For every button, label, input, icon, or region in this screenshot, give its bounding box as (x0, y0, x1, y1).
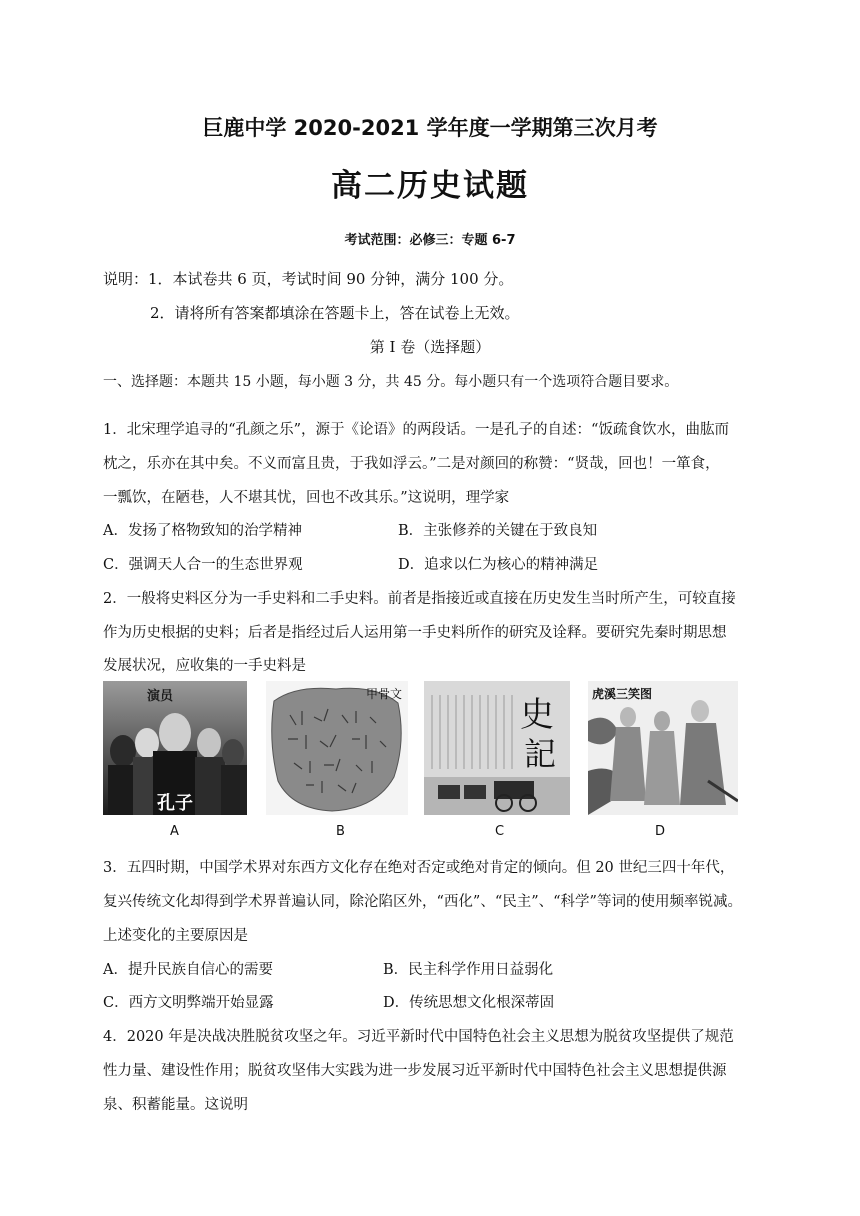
painting-caption: 虎溪三笑图 (592, 687, 653, 701)
image-option-d-painting (588, 681, 738, 815)
section-title: 第 I 卷（选择题） (369, 338, 491, 356)
q2-line-2: 作为历史根据的史料；后者是指经过后人运用第一手史料所作的研究及诠释。要研究先秦时期思想 (103, 625, 727, 641)
poster-top-text: 演员 (147, 689, 174, 704)
image-option-a-movie-poster (103, 681, 247, 815)
section-instruction: 一、选择题：本题共 15 小题，每小题 3 分，共 45 分。每小题只有一个选项符合题目要求。 (103, 374, 679, 390)
q1-line-1: 1．北宋理学追寻的“孔颜之乐”，源于《论语》的两段话。一是孔子的自述：“饭疏食饮水，曲肱而 (103, 422, 729, 438)
exam-school-title: 巨鹿中学 2020-2021 学年度一学期第三次月考 (202, 116, 658, 140)
q3-option-a: A．提升民族自信心的需要 (103, 962, 273, 978)
poster-title-text: 孔子 (157, 793, 193, 814)
q4-line-2: 性力量、建设性作用；脱贫攻坚伟大实践为进一步发展习近平新时代中国特色社会主义思想提供源 (103, 1063, 727, 1079)
q1-option-c: C．强调天人合一的生态世界观 (103, 557, 303, 573)
note-line-2: 2．请将所有答案都填涂在答题卡上，答在试卷上无效。 (150, 304, 520, 322)
q3-line-3: 上述变化的主要原因是 (103, 928, 248, 944)
q3-option-c: C．西方文明弊端开始显露 (103, 995, 274, 1011)
q1-option-d: D．追求以仁为核心的精神满足 (398, 557, 599, 573)
q2-line-1: 2．一般将史料区分为一手史料和二手史料。前者是指接近或直接在历史发生当时所产生，可较直接 (103, 591, 736, 607)
q1-option-b: B．主张修养的关键在于致良知 (398, 523, 598, 539)
q3-option-b: B．民主科学作用日益弱化 (383, 962, 554, 978)
image-option-c-shiji (424, 681, 570, 815)
q1-line-3: 一瓢饮，在陋巷，人不堪其忧，回也不改其乐。”这说明，理学家 (103, 490, 510, 506)
q3-option-d: D．传统思想文化根深蒂固 (383, 995, 555, 1011)
q4-line-1: 4．2020 年是决战决胜脱贫攻坚之年。习近平新时代中国特色社会主义思想为脱贫攻坚提供了规范 (103, 1029, 734, 1045)
exam-title: 高二历史试题 (331, 168, 529, 204)
exam-scope: 考试范围：必修三：专题 6-7 (344, 233, 516, 248)
q1-line-2: 枕之，乐亦在其中矣。不义而富且贵，于我如浮云。”二是对颜回的称赞：“贤哉，回也！一箪食， (103, 456, 720, 472)
image-label-c: C (495, 824, 505, 839)
q3-line-1: 3．五四时期，中国学术界对东西方文化存在绝对否定或绝对肯定的倾向。但 20 世纪三四十年代， (103, 860, 735, 876)
q1-option-a: A．发扬了格物致知的治学精神 (103, 523, 302, 539)
oracle-bone-caption: 甲骨文 (365, 687, 402, 701)
image-label-d: D (655, 824, 666, 839)
shiji-char-2: 記 (524, 735, 557, 773)
image-option-b-oracle-bone (266, 681, 408, 815)
shiji-char-1: 史 (520, 695, 554, 735)
q4-line-3: 泉、积蓄能量。这说明 (103, 1097, 248, 1113)
q2-line-3: 发展状况，应收集的一手史料是 (103, 658, 306, 674)
note-line-1: 说明：1．本试卷共 6 页，考试时间 90 分钟，满分 100 分。 (103, 270, 514, 288)
q3-line-2: 复兴传统文化却得到学术界普遍认同，除沦陷区外，“西化”、“民主”、“科学”等词的使用频率锐减。 (103, 894, 742, 910)
image-label-b: B (336, 824, 345, 839)
image-label-a: A (170, 824, 179, 839)
